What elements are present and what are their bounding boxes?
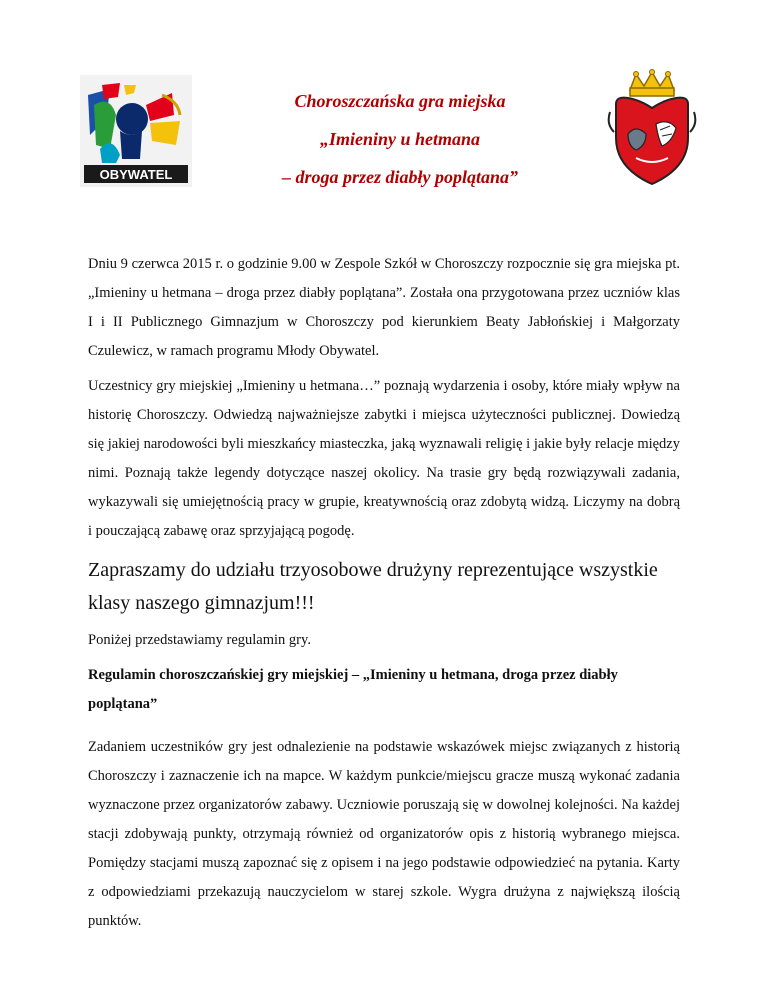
rules-text: Zadaniem uczestników gry jest odnalezienie na podstawie wskazówek miejsc związanych z historią Choroszczy i zaznaczenie ich na mapce. W każdym punkcie/miejscu gracze muszą wykonać zadania wyznaczone przez organizatorów zabawy. Uczniowie poruszają się w dowolnej kolejności. Na każdej stacji zdobywają punkty, otrzymają również od organizatorów opis z historią wybranego miejsca. Pomiędzy stacjami muszą zapoznać się z opisem i na jego podstawie odpowiedzieć na pytania. Karty z odpowiedziami przekazują nauczycielom w starej szkole. Wygra drużyna z największą ilością punktów.: [88, 739, 680, 929]
coat-of-arms-icon: [606, 68, 698, 186]
invitation-heading: Zapraszamy do udziału trzyosobowe drużyny reprezentujące wszystkie klasy naszego gimnazjum!!!: [88, 559, 658, 614]
title-block: [200, 82, 600, 196]
paragraph-announcement: Dniu 9 czerwca 2015 r. o godzinie 9.00 w Zespole Szkół w Choroszczy rozpocznie się gra miejska pt. „Imieniny u hetmana – droga przez diabły poplątana”. Została ona przygotowana przez uczniów klas I i II Publicznego Gimnazjum w Choroszczy pod kierunkiem Beaty Jabłońskiej i Małgorzaty Czulewicz, w ramach programu Młody Obywatel.: [88, 256, 680, 359]
title-line-3: – droga przez diabły poplątana”: [281, 167, 518, 187]
title-line-1: Choroszczańska gra miejska: [294, 91, 506, 111]
logo-left-text: OBYWATEL: [99, 167, 173, 182]
rules-title: Regulamin choroszczańskiej gry miejskiej – „Imieniny u hetmana, droga przez diabły poplątana”: [88, 667, 618, 712]
mlody-obywatel-logo-icon: [80, 75, 192, 187]
rules-intro: Poniżej przedstawiamy regulamin gry.: [88, 632, 311, 648]
title-line-2: „Imieniny u hetmana: [319, 129, 481, 149]
document-body: [88, 250, 680, 936]
paragraph-participants: Uczestnicy gry miejskiej „Imieniny u hetmana…” poznają wydarzenia i osoby, które miały wpływ na historię Choroszczy. Odwiedzą najważniejsze zabytki i miejsca użyteczności publicznej. Dowiedzą się jakiej narodowości byli mieszkańcy miasteczka, jaką wyznawali religię i jakie były relacje między nimi. Poznają także legendy dotyczące naszej okolicy. Na trasie gry będą rozwiązywali zadania, wykazywali się umiejętnością pracy w grupie, kreatywnością oraz zdobytą widzą. Liczymy na dobrą i pouczającą zabawę oraz sprzyjającą pogodę.: [88, 378, 680, 539]
